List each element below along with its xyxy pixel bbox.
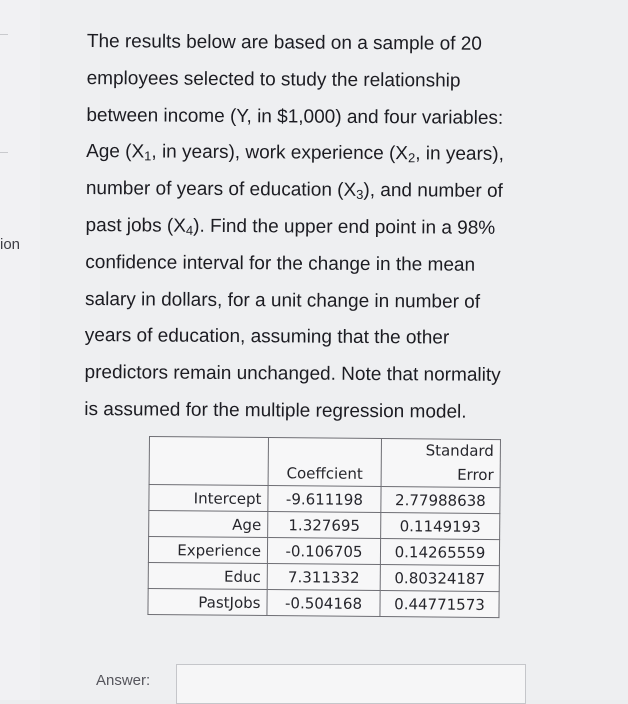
question-line: confidence interval for the change in the mean — [85, 251, 476, 276]
sidebar-question-label: ion — [0, 236, 21, 253]
coefficient-cell: -9.611198 — [268, 486, 381, 513]
std-error-cell: 0.44771573 — [380, 591, 499, 618]
row-label: Experience — [148, 537, 267, 564]
question-line-subscripted: past jobs $(X_4)$. Find the upper end point in a 98% — [85, 214, 496, 239]
left-sidebar — [0, 0, 41, 700]
row-label: Age — [149, 511, 268, 538]
std-error-header-line2: Error — [381, 461, 500, 488]
table-row — [148, 588, 499, 617]
row-label: PastJobs — [148, 588, 267, 615]
question-line: The results below are based on a sample of 20 — [86, 30, 482, 55]
question-text — [84, 24, 557, 432]
std-error-cell: 0.14265559 — [380, 539, 499, 566]
answer-label: Answer: — [96, 672, 151, 689]
table-header-blank — [268, 438, 381, 461]
table-header-row — [149, 437, 500, 463]
coefficient-cell: -0.504168 — [267, 590, 380, 617]
table-row — [148, 537, 499, 566]
coefficient-header: Coeffcient — [268, 460, 381, 486]
table-row — [149, 485, 500, 514]
table-header-blank — [149, 437, 268, 486]
question-line-subscripted: number of years of education $(X_3)$, and number of — [85, 178, 503, 203]
question-line: salary in dollars, for a unit change in number of — [85, 288, 481, 313]
row-label: Educ — [148, 562, 267, 589]
std-error-header-line1: Standard — [381, 439, 500, 463]
sidebar-divider — [0, 34, 8, 35]
table-row — [149, 511, 500, 540]
coefficient-cell: 7.311332 — [267, 564, 380, 591]
question-line: predictors remain unchanged. Note that normality — [84, 362, 501, 387]
question-line: between income (Y, in $1,000) and four variables: — [86, 104, 504, 129]
question-line: employees selected to study the relationship — [86, 67, 461, 92]
question-panel — [40, 0, 628, 700]
coefficient-cell: -0.106705 — [267, 538, 380, 565]
std-error-cell: 0.80324187 — [380, 565, 499, 592]
std-error-cell: 2.77988638 — [381, 487, 500, 514]
question-line: years of education, assuming that the other — [84, 325, 450, 349]
question-line-subscripted: Age ($X_1$, in years), work experience ($X_2$, in years), — [86, 141, 505, 166]
row-label: Intercept — [149, 485, 268, 512]
sidebar-divider — [0, 152, 8, 153]
regression-table-container — [147, 436, 501, 618]
coefficient-cell: 1.327695 — [268, 512, 381, 539]
regression-table — [147, 436, 501, 618]
std-error-cell: 0.1149193 — [381, 513, 500, 540]
answer-input[interactable] — [176, 664, 526, 704]
question-line: is assumed for the multiple regression model. — [84, 398, 467, 423]
table-row — [148, 562, 499, 591]
